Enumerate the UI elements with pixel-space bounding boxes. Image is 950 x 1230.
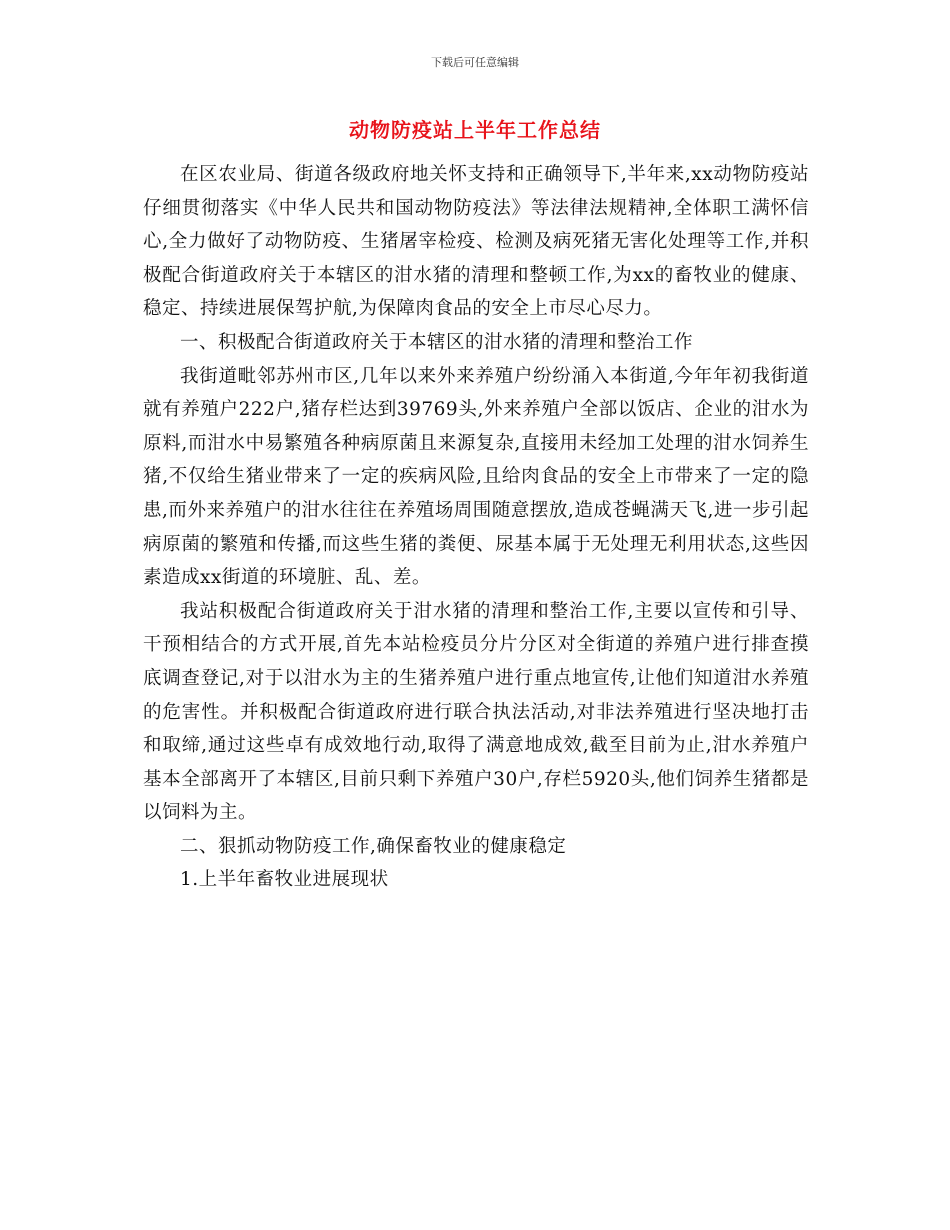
subsection-heading-1: 1.上半年畜牧业进展现状: [180, 869, 389, 891]
document-body: [143, 158, 809, 897]
paragraph-actions: 我站积极配合街道政府关于泔水猪的清理和整治工作,主要以宣传和引导、干预相结合的方式开展,首先本站检疫员分片分区对全街道的养殖户进行排查摸底调查登记,对于以泔水为主的生猪养殖户进行重点地宣传,让他们知道泔水养殖的危害性。并积极配合街道政府进行联合执法活动,对非法养殖进行坚决地打击和取缔,通过这些卓有成效地行动,取得了满意地成效,截至目前为止,泔水养殖户基本全部离开了本辖区,目前只剩下养殖户30户,存栏5920头,他们饲养生猪都是以饲料为主。: [143, 600, 809, 824]
header-note: 下载后可任意编辑: [431, 56, 519, 69]
paragraph-background: 我街道毗邻苏州市区,几年以来外来养殖户纷纷涌入本街道,今年年初我街道就有养殖户222户,猪存栏达到39769头,外来养殖户全部以饭店、企业的泔水为原料,而泔水中易繁殖各种病原菌且来源复杂,直接用未经加工处理的泔水饲养生猪,不仅给生猪业带来了一定的疾病风险,且给肉食品的安全上市带来了一定的隐患,而外来养殖户的泔水往往在养殖场周围随意摆放,造成苍蝇满天飞,进一步引起病原菌的繁殖和传播,而这些生猪的粪便、尿基本属于无处理无利用状态,这些因素造成xx街道的环境脏、乱、差。: [143, 365, 809, 589]
document-title: 动物防疫站上半年工作总结: [349, 118, 601, 142]
paragraph-intro: 在区农业局、街道各级政府地关怀支持和正确领导下,半年来,xx动物防疫站仔细贯彻落实《中华人民共和国动物防疫法》等法律法规精神,全体职工满怀信心,全力做好了动物防疫、生猪屠宰检疫、检测及病死猪无害化处理等工作,并积极配合街道政府关于本辖区的泔水猪的清理和整顿工作,为xx的畜牧业的健康、稳定、持续进展保驾护航,为保障肉食品的安全上市尽心尽力。: [143, 164, 809, 320]
section-heading-2: 二、狠抓动物防疫工作,确保畜牧业的健康稳定: [180, 835, 567, 857]
section-heading-1: 一、积极配合街道政府关于本辖区的泔水猪的清理和整治工作: [180, 331, 694, 353]
